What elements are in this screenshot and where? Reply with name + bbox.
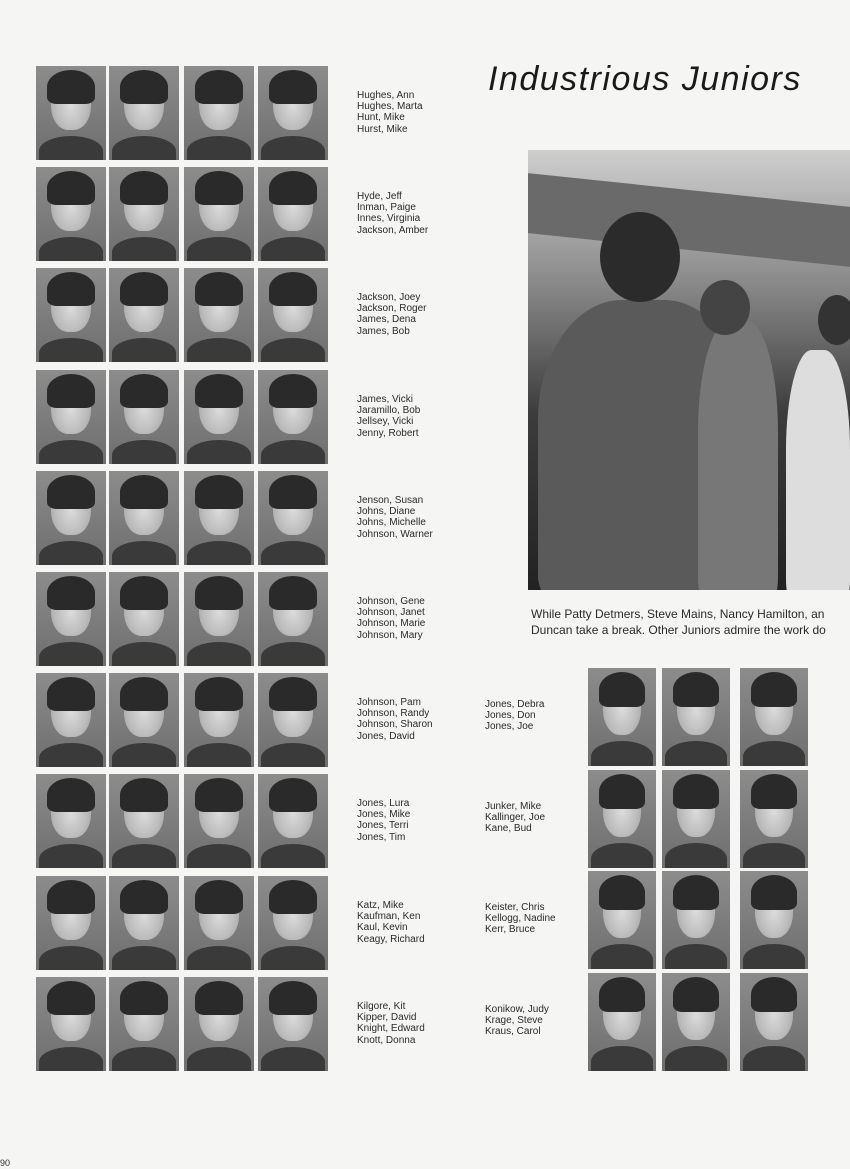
- name-list: [357, 394, 420, 439]
- student-portrait: [109, 167, 179, 261]
- photo-caption: [531, 606, 826, 638]
- student-name: Johnson, Sharon: [357, 719, 433, 731]
- student-portrait: [184, 774, 254, 868]
- student-name: Kilgore, Kit: [357, 1001, 406, 1012]
- student-portrait: [662, 668, 730, 766]
- name-list: [485, 699, 544, 733]
- student-name: Kellogg, Nadine: [485, 913, 556, 925]
- student-portrait: [740, 871, 808, 969]
- student-name: Johns, Diane: [357, 506, 416, 518]
- student-portrait: [36, 268, 106, 362]
- student-portrait: [36, 370, 106, 464]
- name-list: [357, 1001, 425, 1046]
- student-name: Keagy, Richard: [357, 933, 425, 945]
- student-portrait: [109, 471, 179, 565]
- student-portrait: [588, 668, 656, 766]
- student-name: Johnson, Mary: [357, 629, 423, 641]
- student-name: James, Bob: [357, 325, 410, 337]
- student-portrait: [184, 268, 254, 362]
- student-name: Hyde, Jeff: [357, 191, 402, 202]
- student-name: Jackson, Roger: [357, 303, 427, 315]
- name-list: [485, 1004, 549, 1038]
- student-portrait: [588, 770, 656, 868]
- student-portrait: [258, 66, 328, 160]
- page-title: Industrious Juniors: [488, 60, 802, 98]
- student-portrait: [184, 977, 254, 1071]
- student-portrait: [36, 572, 106, 666]
- student-portrait: [109, 673, 179, 767]
- name-list: [357, 191, 428, 236]
- student-portrait: [109, 370, 179, 464]
- student-name: Junker, Mike: [485, 801, 542, 812]
- student-name: Jones, Terri: [357, 820, 409, 832]
- student-portrait: [740, 770, 808, 868]
- student-name: Kane, Bud: [485, 823, 532, 835]
- student-name: Jones, Joe: [485, 721, 534, 733]
- student-portrait: [740, 668, 808, 766]
- student-portrait: [36, 471, 106, 565]
- student-portrait: [184, 167, 254, 261]
- student-portrait: [109, 876, 179, 970]
- student-name: Jones, Tim: [357, 831, 406, 843]
- caption-line: Duncan take a break. Other Juniors admire the work do: [531, 623, 826, 637]
- student-name: Jackson, Amber: [357, 224, 429, 236]
- student-portrait: [36, 876, 106, 970]
- student-portrait: [109, 572, 179, 666]
- page-number: 90: [0, 1158, 11, 1168]
- student-name: James, Dena: [357, 314, 416, 326]
- student-name: Jenny, Robert: [357, 427, 419, 439]
- student-portrait: [184, 471, 254, 565]
- student-portrait: [258, 673, 328, 767]
- student-name: Katz, Mike: [357, 900, 404, 911]
- student-portrait: [662, 973, 730, 1071]
- student-name: Jones, Lura: [357, 798, 410, 809]
- student-portrait: [36, 66, 106, 160]
- student-name: Inman, Paige: [357, 202, 416, 214]
- student-name: Jellsey, Vicki: [357, 416, 414, 428]
- student-name: Innes, Virginia: [357, 213, 421, 225]
- student-name: Jones, Don: [485, 710, 536, 722]
- student-name: Krage, Steve: [485, 1015, 543, 1027]
- student-portrait: [662, 770, 730, 868]
- student-portrait: [258, 876, 328, 970]
- student-portrait: [588, 973, 656, 1071]
- student-portrait: [184, 370, 254, 464]
- student-name: Jaramillo, Bob: [357, 405, 421, 417]
- student-portrait: [36, 673, 106, 767]
- student-name: Konikow, Judy: [485, 1004, 549, 1015]
- name-list: [357, 697, 433, 742]
- student-name: Johnson, Warner: [357, 528, 433, 540]
- student-portrait: [662, 871, 730, 969]
- student-name: Kerr, Bruce: [485, 924, 536, 936]
- student-name: Keister, Chris: [485, 902, 545, 913]
- student-portrait: [184, 673, 254, 767]
- student-name: Jones, David: [357, 730, 415, 742]
- student-portrait: [109, 66, 179, 160]
- student-portrait: [36, 167, 106, 261]
- student-name: Hurst, Mike: [357, 123, 408, 135]
- name-list: [357, 798, 410, 843]
- name-list: [357, 900, 425, 945]
- student-portrait: [184, 66, 254, 160]
- student-name: Jenson, Susan: [357, 495, 424, 506]
- student-portrait: [36, 774, 106, 868]
- student-name: Johns, Michelle: [357, 517, 426, 529]
- student-name: Kaul, Kevin: [357, 922, 408, 934]
- student-name: Kaufman, Ken: [357, 911, 421, 923]
- student-portrait: [109, 268, 179, 362]
- name-list: [485, 801, 545, 835]
- group-photo: [528, 150, 850, 590]
- student-name: Johnson, Janet: [357, 607, 425, 619]
- student-name: Jackson, Joey: [357, 292, 421, 303]
- student-name: Jones, Debra: [485, 699, 545, 710]
- name-list: [357, 90, 423, 135]
- student-portrait: [109, 977, 179, 1071]
- student-name: Kipper, David: [357, 1012, 417, 1024]
- student-name: Johnson, Gene: [357, 596, 425, 607]
- student-name: James, Vicki: [357, 394, 413, 405]
- student-portrait: [258, 774, 328, 868]
- student-name: Hughes, Ann: [357, 90, 415, 101]
- student-portrait: [109, 774, 179, 868]
- student-name: Johnson, Marie: [357, 618, 426, 630]
- student-portrait: [184, 876, 254, 970]
- student-portrait: [258, 167, 328, 261]
- student-portrait: [740, 973, 808, 1071]
- name-list: [357, 292, 426, 337]
- name-list: [485, 902, 556, 936]
- student-name: Kraus, Carol: [485, 1026, 541, 1038]
- student-portrait: [184, 572, 254, 666]
- student-name: Knott, Donna: [357, 1034, 416, 1046]
- student-name: Hunt, Mike: [357, 112, 405, 124]
- student-name: Kallinger, Joe: [485, 812, 546, 824]
- student-portrait: [36, 977, 106, 1071]
- student-name: Knight, Edward: [357, 1023, 425, 1035]
- student-portrait: [258, 977, 328, 1071]
- name-list: [357, 596, 425, 641]
- student-name: Hughes, Marta: [357, 101, 423, 113]
- student-portrait: [258, 370, 328, 464]
- student-portrait: [258, 268, 328, 362]
- student-name: Johnson, Pam: [357, 697, 421, 708]
- student-portrait: [258, 471, 328, 565]
- student-name: Johnson, Randy: [357, 708, 430, 720]
- name-list: [357, 495, 433, 540]
- student-name: Jones, Mike: [357, 809, 411, 821]
- student-portrait: [258, 572, 328, 666]
- student-portrait: [588, 871, 656, 969]
- caption-line: While Patty Detmers, Steve Mains, Nancy Hamilton, an: [531, 607, 825, 621]
